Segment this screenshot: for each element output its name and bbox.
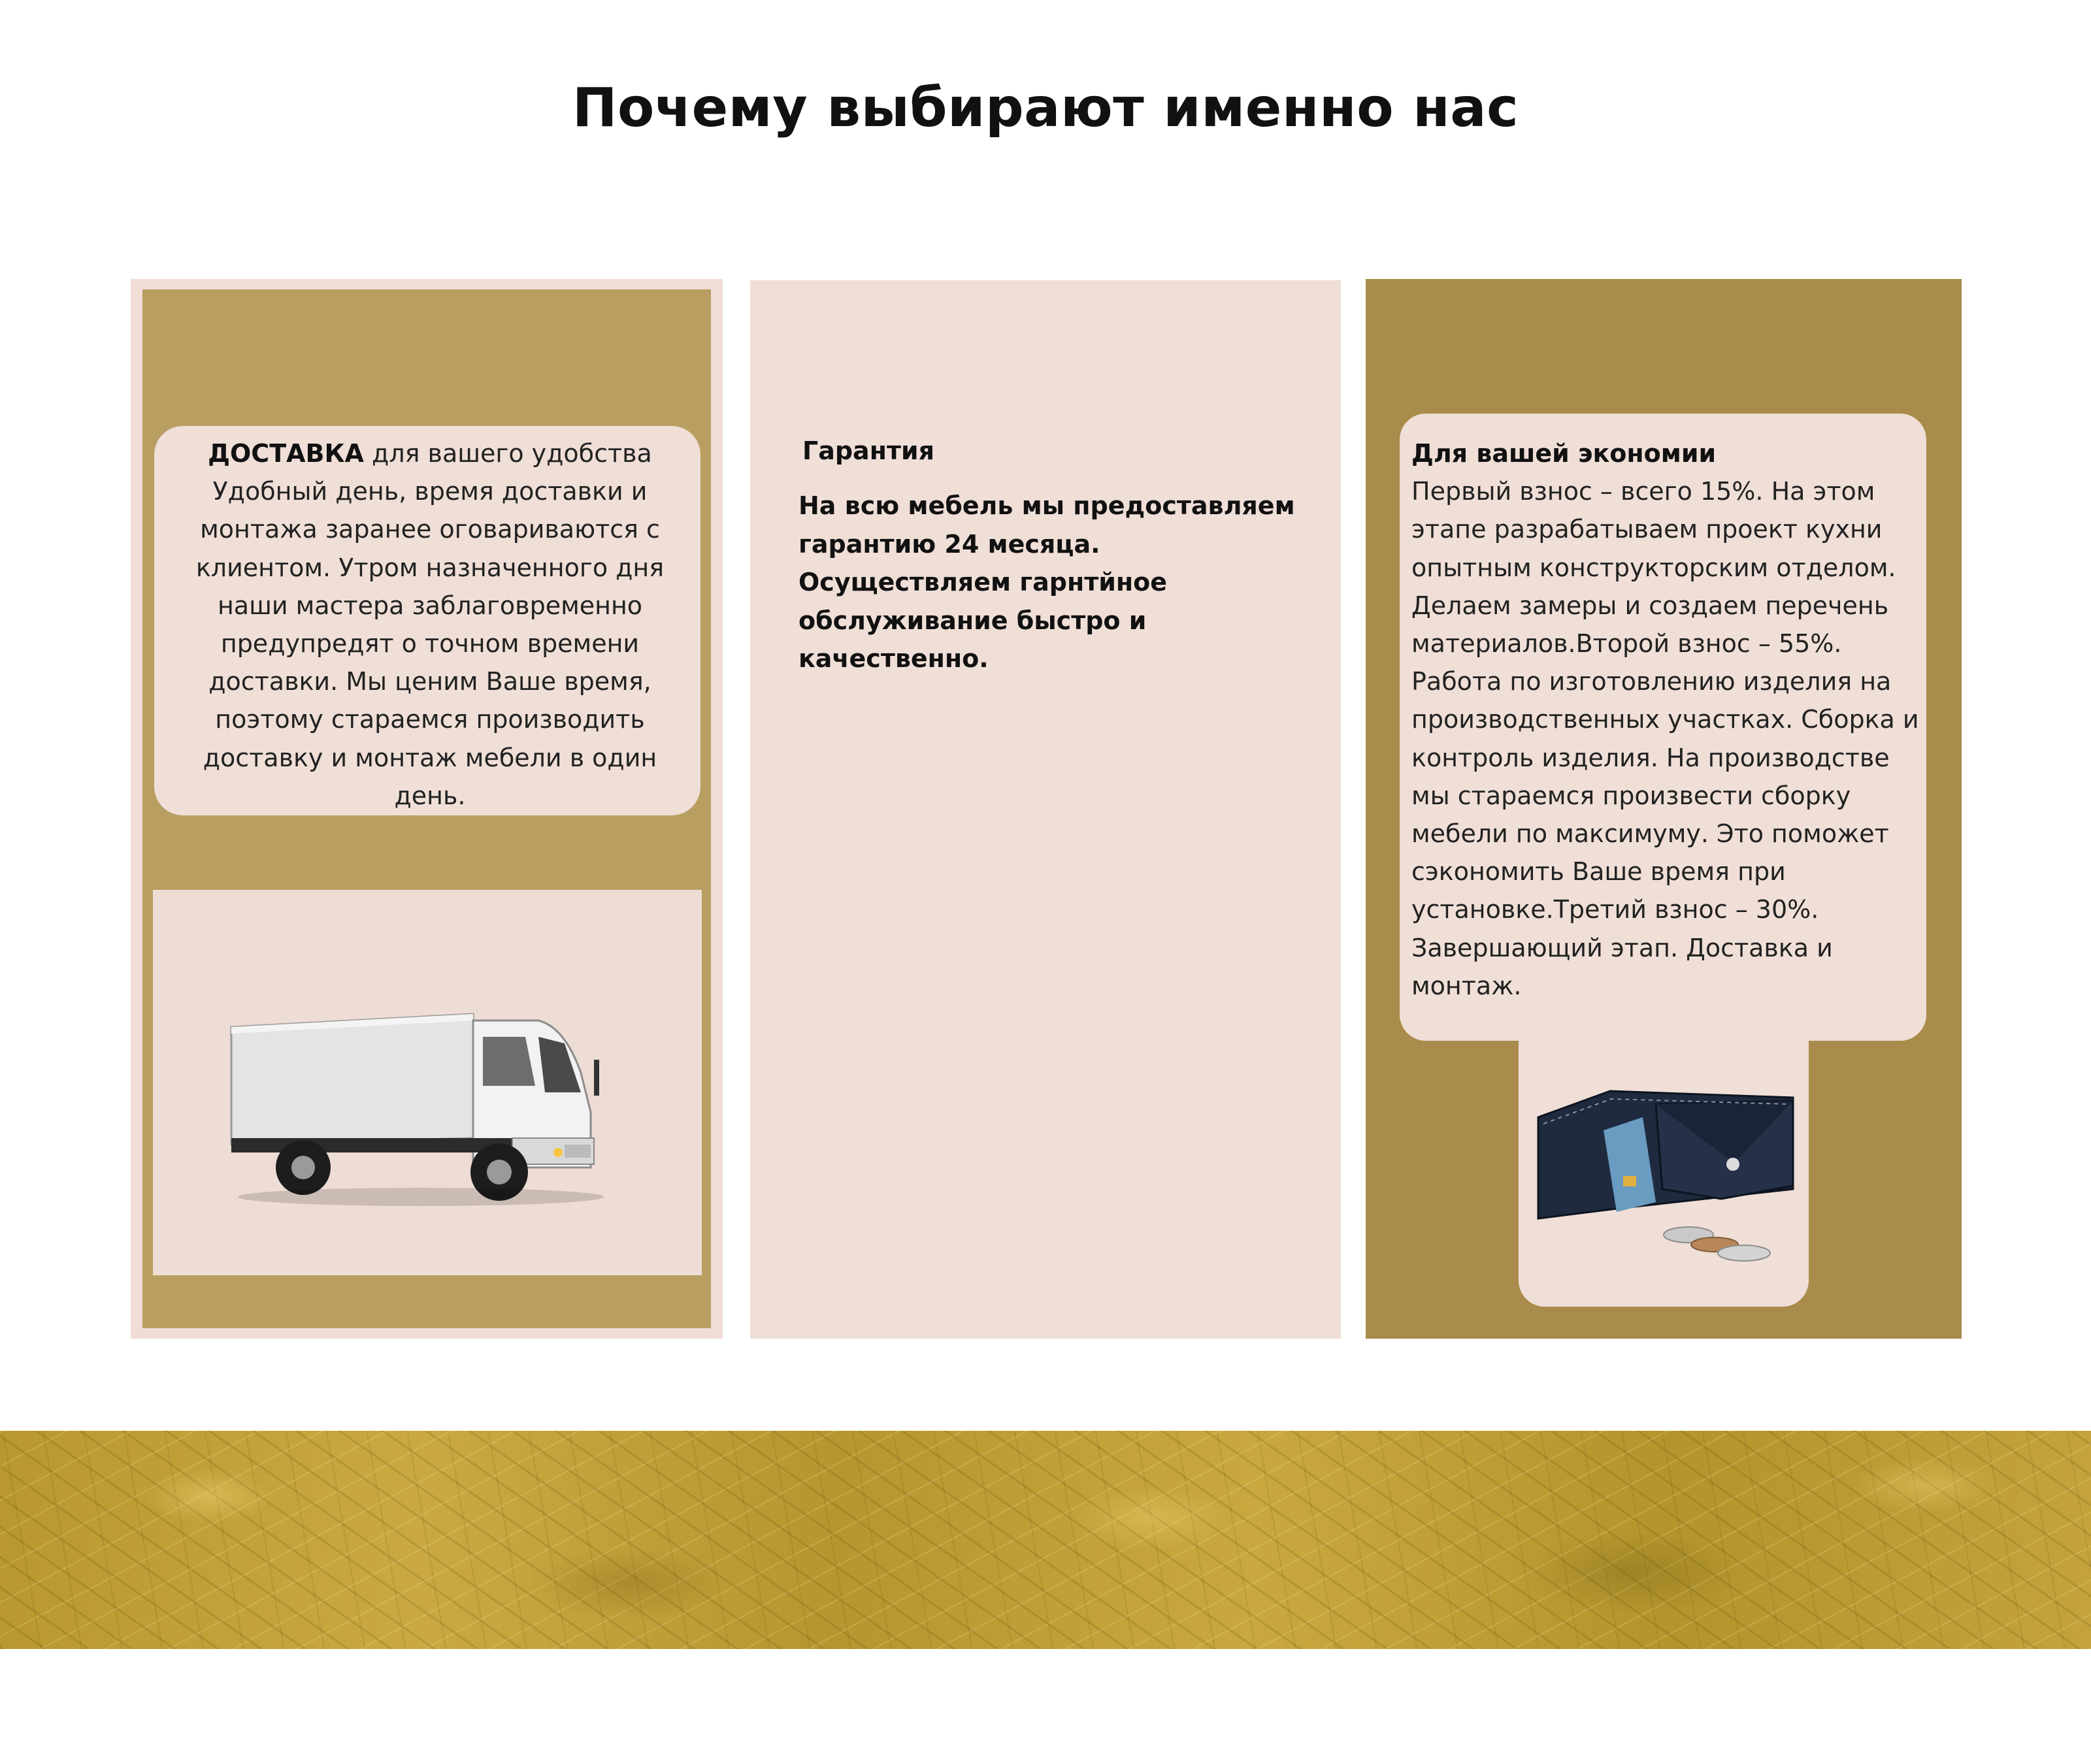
page-title: Почему выбирают именно нас bbox=[572, 77, 1519, 139]
warranty-line-1: На всю мебель мы предоставляем гарантию 24 месяца. bbox=[799, 491, 1295, 559]
warranty-line-2: Осуществляем гарнтйное обслуживание быстро и качественно. bbox=[799, 568, 1168, 673]
warranty-title: Гарантия bbox=[802, 436, 935, 465]
delivery-body: Удобный день, время доставки и монтажа заранее оговариваются с клиентом. Утром назначенного дня наши мастера заблаговременно предупредят о точном времени доставки. Мы ценим Ваше время, поэтому стараемся производить доставку и монтаж мебели в один день. bbox=[195, 477, 665, 810]
delivery-title-rest: для вашего удобства bbox=[363, 439, 652, 468]
wallet-icon bbox=[1525, 1078, 1800, 1274]
gold-texture-band bbox=[0, 1431, 2091, 1649]
economy-text bbox=[1411, 434, 1921, 1005]
delivery-title: ДОСТАВКА bbox=[208, 439, 364, 468]
delivery-image-panel bbox=[153, 890, 702, 1275]
delivery-text bbox=[175, 434, 685, 815]
economy-image-panel bbox=[1519, 1039, 1809, 1307]
truck-icon bbox=[225, 1001, 643, 1223]
economy-body: Первый взнос – всего 15%. На этом этапе разрабатываем проект кухни опытным конструкторским отделом. Делаем замеры и создаем перечень материалов.Второй взнос – 55%. Работа по изготовлению изделия на производственных участках. Сборка и контроль изделия. На производстве мы стараемся произвести сборку мебели по максимуму. Это поможет сэкономить Ваше время при установке.Третий взнос – 30%. Завершающий этап. Доставка и монтаж. bbox=[1411, 477, 1919, 1000]
economy-title: Для вашей экономии bbox=[1411, 439, 1717, 468]
warranty-body bbox=[799, 487, 1321, 678]
